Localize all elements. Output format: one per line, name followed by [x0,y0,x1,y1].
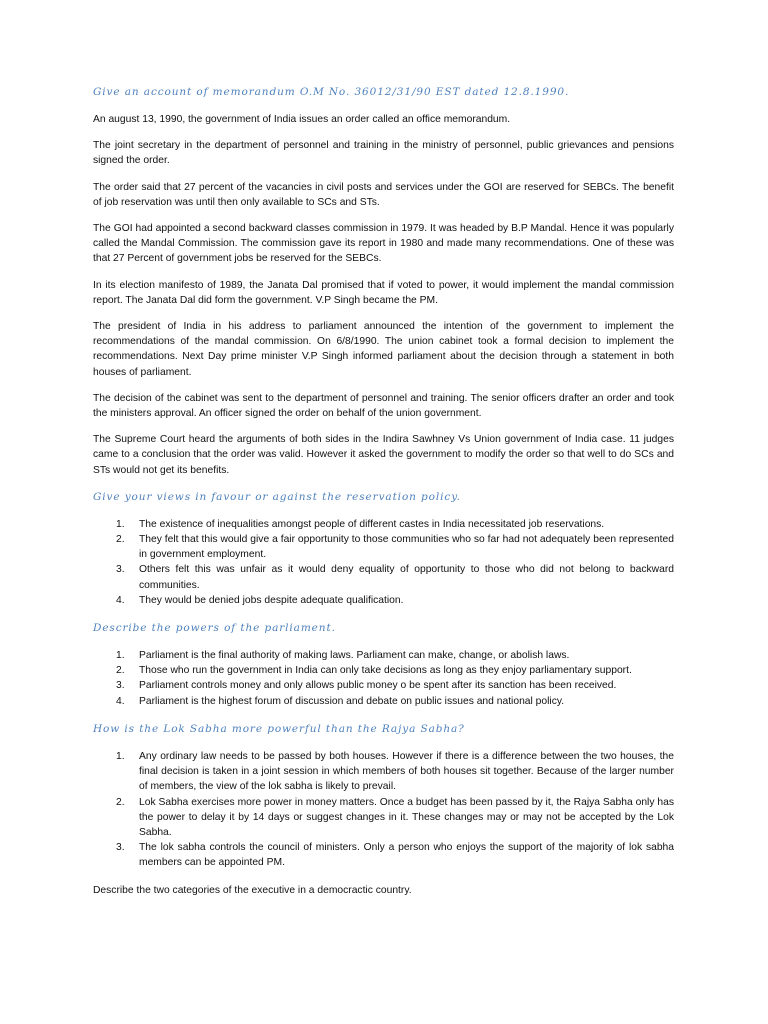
list-item [116,840,674,870]
list-number: 4. [116,695,125,707]
list-item [116,532,674,562]
list-number: 1. [116,750,125,762]
list-number: 4. [116,594,125,606]
list-number: 2. [116,534,125,546]
list-number: 1. [116,650,125,662]
list-text: Any ordinary law needs to be passed by both houses. However if there is a difference between the two houses, the final decision is taken in a joint session in which members of both houses sit together. Because of the larger number of members, the view of the lok sabha is likely to prevail. [139,750,674,793]
list-number: 3. [116,564,125,576]
closing-question: Describe the two categories of the executive in a democractic country. [93,884,412,896]
list-text: The lok sabha controls the council of ministers. Only a person who enjoys the support of the majority of lok sabha members can be appointed PM. [139,842,674,869]
list-text: Parliament is the highest forum of discussion and debate on public issues and national policy. [139,695,565,707]
memo-paragraph: The joint secretary in the department of personnel and training in the ministry of personnel, public grievances and pensions signed the order. [93,140,674,167]
list-text: Parliament controls money and only allows public money o be spent after its sanction has been received. [139,680,617,692]
list-text: They felt that this would give a fair opportunity to those communities who so far had not adequately been represented in government employment. [139,534,674,561]
loksabha-heading: How is the Lok Sabha more powerful than the Rajya Sabha? [93,722,465,735]
memo-paragraph: An august 13, 1990, the government of India issues an order called an office memorandum. [93,114,511,125]
list-number: 3. [116,842,125,854]
loksabha-list [93,749,674,871]
list-item [116,795,674,841]
list-item [116,517,674,532]
list-item [116,562,674,592]
list-text: Parliament is the final authority of making laws. Parliament can make, change, or abolish laws. [139,650,570,662]
memo-paragraph: The decision of the cabinet was sent to the department of personnel and training. The senior officers drafter an order and took the ministers approval. An officer signed the order on behalf of the union government. [93,392,674,420]
list-item [116,749,674,795]
list-number: 2. [116,796,125,808]
powers-heading: Describe the powers of the parliament. [93,622,336,635]
views-list [93,517,674,608]
list-item [116,648,674,663]
memo-paragraph: The president of India in his address to parliament announced the intention of the government to implement the recommendations of the mandal commission. On 6/8/1990. The union cabinet took a formal decision to implement the recommendations. Next Day prime minister V.P Singh informed parliament about the decision through a statement in both houses of parliament. [93,321,674,378]
powers-list [93,648,674,709]
memo-paragraph: The GOI had appointed a second backward classes commission in 1979. It was headed by B.P Mandal. Hence it was popularly called the Mandal Commission. The commission gave its report in 1980 and made many recommendations. One of these was that 27 Percent of government jobs be reserved for the SEBCs. [93,223,674,265]
list-item [116,663,674,678]
list-text: The existence of inequalities amongst people of different castes in India necessitated job reservations. [139,518,605,530]
memo-heading: Give an account of memorandum O.M No. 36012/31/90 EST dated 12.8.1990. [93,86,570,98]
list-text: They would be denied jobs despite adequate qualification. [139,594,404,606]
list-text: Lok Sabha exercises more power in money matters. Once a budget has been passed by it, the Rajya Sabha only has the power to delay it by 14 days or suggest changes in it. These changes may or may not be accepted by the Lok Sabha. [139,796,674,838]
list-item [116,678,674,693]
list-number: 3. [116,680,125,692]
memo-paragraph: In its election manifesto of 1989, the Janata Dal promised that if voted to power, it would implement the mandal commission report. The Janata Dal did form the government. V.P Singh became the PM. [93,279,674,306]
list-number: 1. [116,518,125,530]
list-item [116,694,674,709]
list-text: Others felt this was unfair as it would deny equality of opportunity to those who did not belong to backward communities. [139,564,674,591]
list-text: Those who run the government in India can only take decisions as long as they enjoy parliamentary support. [139,665,632,677]
views-heading: Give your views in favour or against the reservation policy. [93,490,461,503]
memo-paragraph: The order said that 27 percent of the vacancies in civil posts and services under the GOI are reserved for SEBCs. The benefit of job reservation was until then only available to SCs and STs. [93,181,674,208]
memo-paragraph: The Supreme Court heard the arguments of both sides in the Indira Sawhney Vs Union government of India case. 11 judges came to a conclusion that the order was valid. However it asked the government to modify the order so that well to do SCs and STs would not get its benefits. [93,434,674,476]
list-number: 2. [116,665,125,677]
list-item [116,593,674,608]
